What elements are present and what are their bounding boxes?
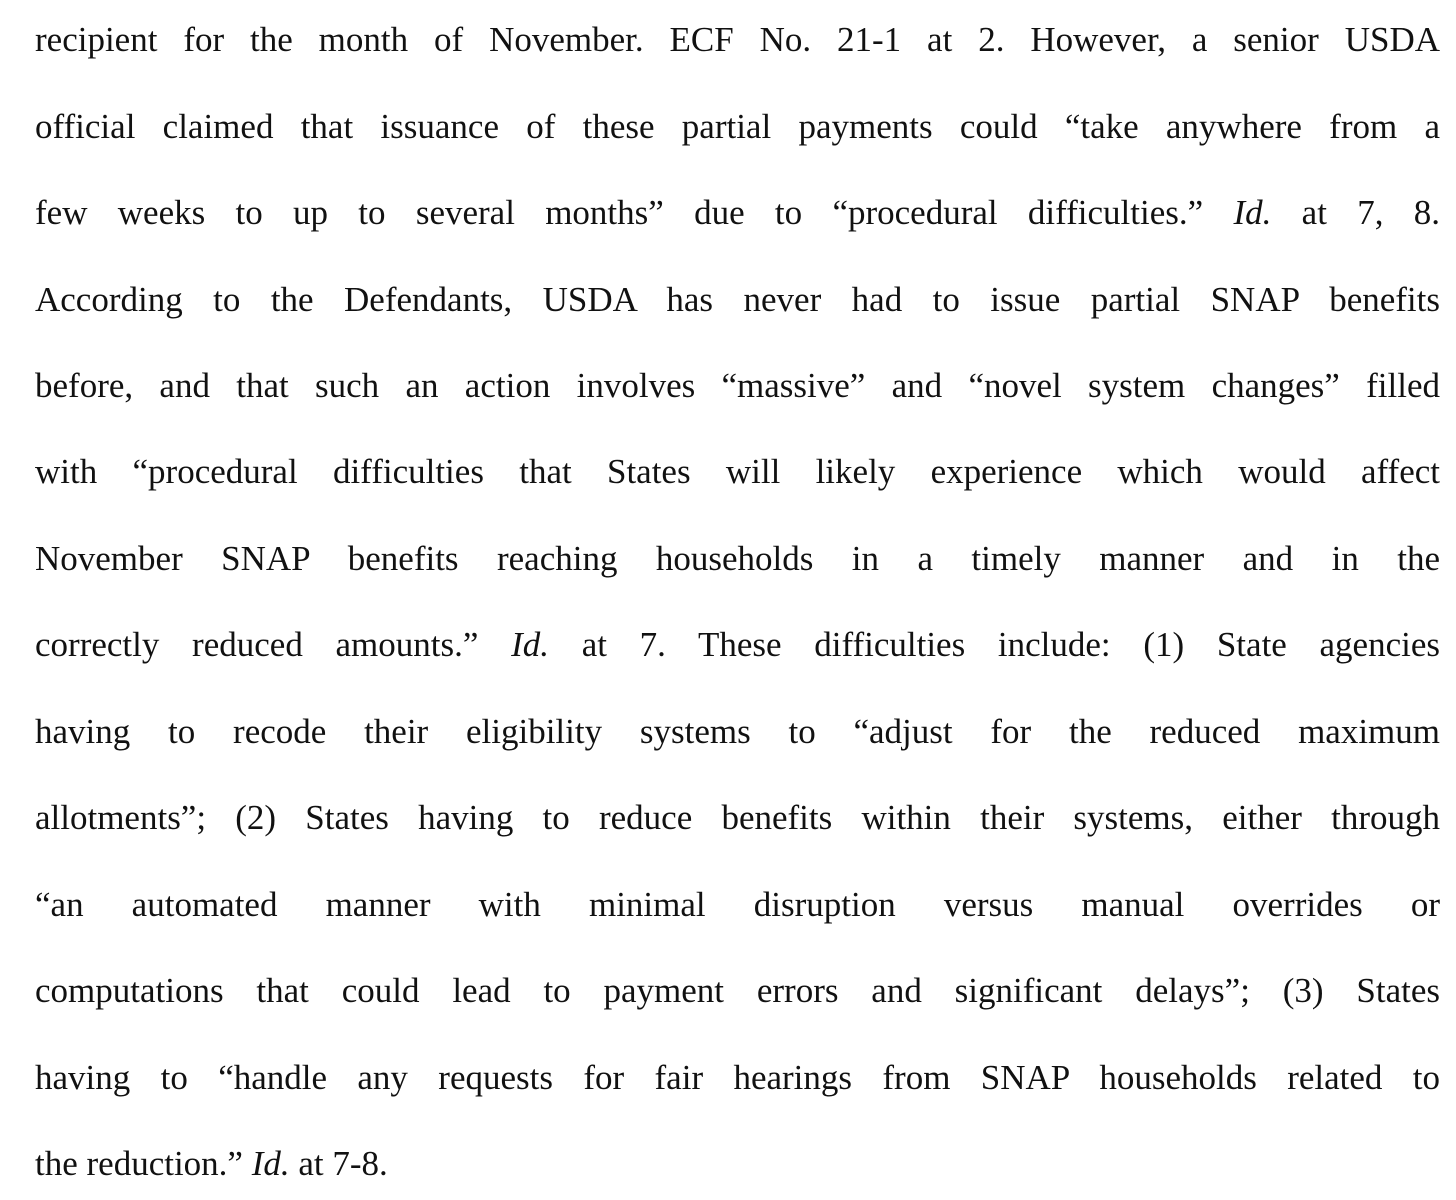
- text-line-2: official claimed that issuance of these partial payments could “take anywhere from a: [35, 107, 1440, 146]
- text-line-8-post: at 7. These difficulties include: (1) State agencies: [549, 625, 1440, 664]
- text-line-14: [35, 1146, 1440, 1181]
- text-line-6: with “procedural difficulties that States will likely experience which would affect: [35, 452, 1440, 491]
- text-line-10: allotments”; (2) States having to reduce benefits within their systems, either through: [35, 798, 1440, 837]
- text-line-12: computations that could lead to payment errors and significant delays”; (3) States: [35, 971, 1440, 1010]
- text-line-3-pre: few weeks to up to several months” due to “procedural difficulties.”: [35, 193, 1234, 232]
- citation-id: Id.: [1233, 193, 1272, 232]
- text-line-3-post: at 7, 8.: [1271, 193, 1440, 232]
- citation-id: Id.: [511, 625, 549, 664]
- text-line-13: having to “handle any requests for fair hearings from SNAP households related to: [35, 1058, 1440, 1097]
- citation-id: Id.: [251, 1144, 290, 1183]
- text-line-9: having to recode their eligibility systems to “adjust for the reduced maximum: [35, 712, 1440, 751]
- text-line-7: November SNAP benefits reaching households in a timely manner and in the: [35, 539, 1440, 578]
- text-line-11: “an automated manner with minimal disruption versus manual overrides or: [35, 885, 1440, 924]
- text-line-8-pre: correctly reduced amounts.”: [35, 625, 512, 664]
- text-line-14-post: at 7-8.: [289, 1144, 388, 1183]
- text-line-3: [35, 195, 1440, 230]
- text-line-5: before, and that such an action involves “massive” and “novel system changes” filled: [35, 366, 1440, 405]
- text-line-14-pre: the reduction.”: [35, 1144, 252, 1183]
- text-line-4: According to the Defendants, USDA has never had to issue partial SNAP benefits: [35, 280, 1440, 319]
- text-line-8: [35, 627, 1440, 662]
- text-line-1: recipient for the month of November. ECF No. 21-1 at 2. However, a senior USDA: [35, 20, 1440, 59]
